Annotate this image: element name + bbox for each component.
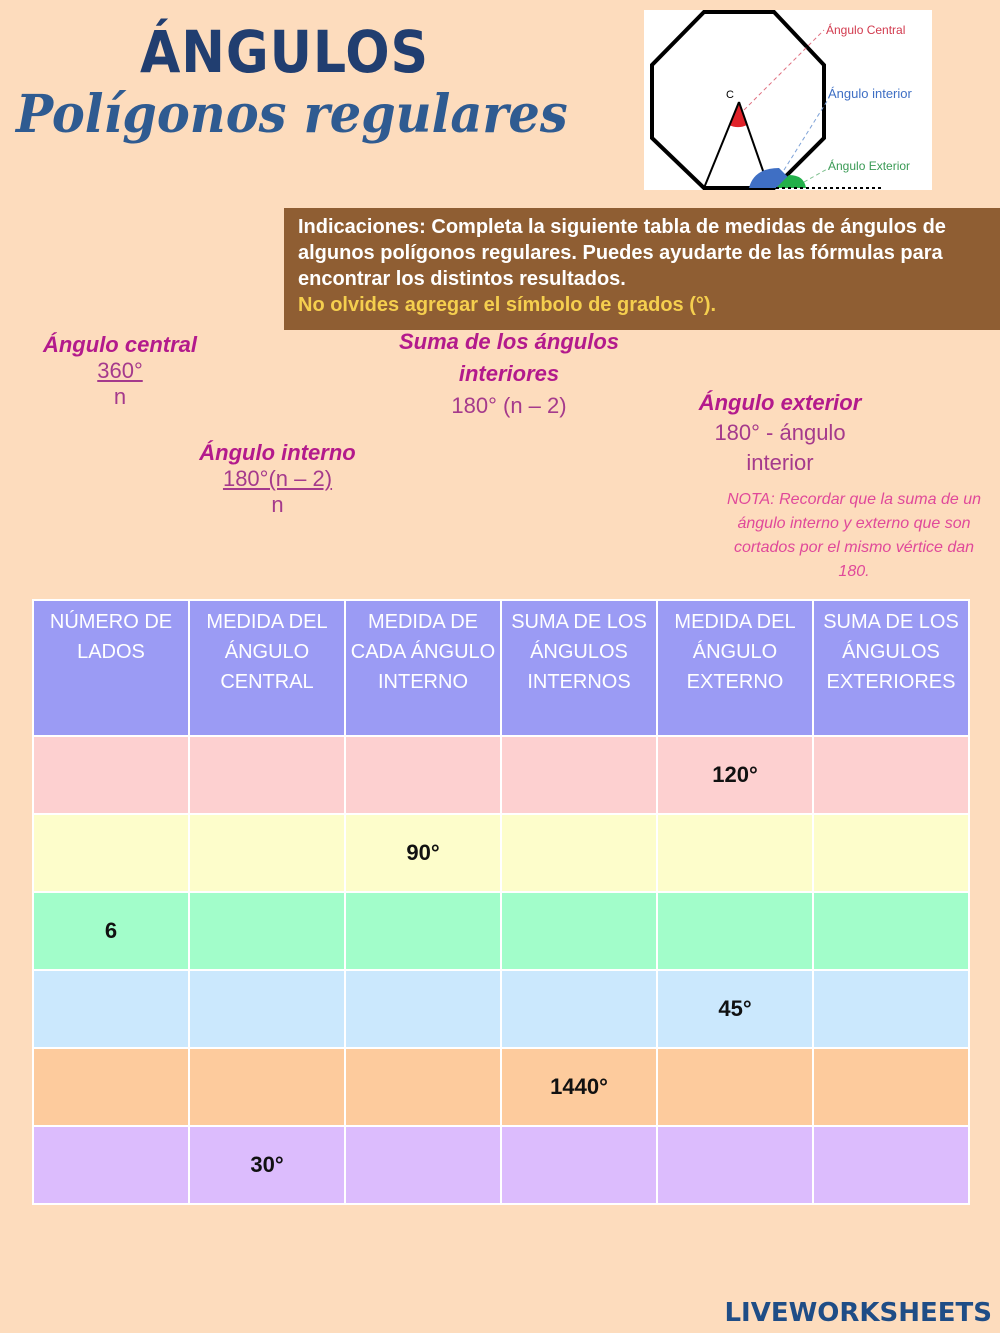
answer-input-cell[interactable]	[33, 1126, 189, 1204]
answer-input-cell[interactable]	[501, 1126, 657, 1204]
exterior-angle-label: Ángulo Exterior	[828, 159, 911, 173]
answer-input-cell[interactable]	[501, 814, 657, 892]
column-header: MEDIDA DE CADA ÁNGULO INTERNO	[345, 600, 501, 736]
formula-denominator: n	[113, 384, 127, 409]
answer-input-cell[interactable]	[657, 1048, 813, 1126]
instructions-text: Indicaciones: Completa la siguiente tabla de medidas de ángulos de algunos polígonos regulares. Puedes ayudarte de las fórmulas para encontrar los distintos resultados.	[298, 216, 946, 290]
answer-input-cell[interactable]	[813, 892, 969, 970]
answer-input-cell[interactable]	[813, 1048, 969, 1126]
answer-input-cell[interactable]	[813, 736, 969, 814]
answer-input-cell[interactable]	[33, 736, 189, 814]
answer-input-cell[interactable]	[501, 970, 657, 1048]
formula-title: Suma de los ángulos	[398, 329, 620, 354]
column-header: MEDIDA DEL ÁNGULO EXTERNO	[657, 600, 813, 736]
instructions-highlight: No olvides agregar el símbolo de grados (°).	[298, 294, 717, 316]
answer-input-cell[interactable]	[189, 1048, 345, 1126]
table-row	[33, 892, 969, 970]
formula-title: Ángulo interno	[199, 440, 356, 465]
interior-angle-label: Ángulo interior	[828, 86, 912, 101]
answer-input-cell[interactable]	[33, 814, 189, 892]
answer-input-cell[interactable]	[657, 1126, 813, 1204]
answer-input-cell[interactable]	[189, 814, 345, 892]
formula-expression: 180° (n – 2)	[451, 393, 567, 418]
answer-input-cell[interactable]	[345, 892, 501, 970]
central-angle-label: Ángulo Central	[826, 23, 906, 37]
answer-input-cell[interactable]	[189, 736, 345, 814]
formula-title: Ángulo central	[42, 332, 197, 357]
given-value-cell: 45°	[657, 970, 813, 1048]
answer-input-cell[interactable]	[501, 892, 657, 970]
table-row	[33, 736, 969, 814]
column-header: SUMA DE LOS ÁNGULOS EXTERIORES	[813, 600, 969, 736]
formula-title: Ángulo exterior	[698, 390, 862, 415]
given-value-cell: 6	[33, 892, 189, 970]
instructions-box	[284, 208, 1000, 330]
table-row	[33, 970, 969, 1048]
answer-input-cell[interactable]	[33, 970, 189, 1048]
table-row	[33, 1048, 969, 1126]
internal-angle-formula	[180, 440, 375, 518]
given-value-cell: 120°	[657, 736, 813, 814]
column-header: MEDIDA DEL ÁNGULO CENTRAL	[189, 600, 345, 736]
answer-input-cell[interactable]	[501, 736, 657, 814]
answer-input-cell[interactable]	[813, 1126, 969, 1204]
given-value-cell: 30°	[189, 1126, 345, 1204]
note-text: NOTA: Recordar que la suma de un ángulo interno y externo que son cortados por el mismo vértice dan 180.	[726, 491, 982, 580]
central-angle-formula	[30, 332, 210, 410]
answer-input-cell[interactable]	[657, 814, 813, 892]
page-subtitle: Polígonos regulares	[16, 84, 568, 145]
answer-input-cell[interactable]	[813, 970, 969, 1048]
formula-line2: interior	[746, 450, 814, 475]
answer-input-cell[interactable]	[813, 814, 969, 892]
column-header: SUMA DE LOS ÁNGULOS INTERNOS	[501, 600, 657, 736]
answer-input-cell[interactable]	[345, 736, 501, 814]
answer-input-cell[interactable]	[345, 1126, 501, 1204]
table-row	[33, 814, 969, 892]
angles-table	[32, 599, 970, 1205]
formula-denominator: n	[271, 492, 284, 517]
answer-input-cell[interactable]	[189, 892, 345, 970]
column-header: NÚMERO DE LADOS	[33, 600, 189, 736]
formula-numerator: 360°	[97, 358, 143, 383]
formula-title-2: interiores	[458, 361, 560, 386]
answer-input-cell[interactable]	[189, 970, 345, 1048]
exterior-angle-formula	[680, 388, 880, 478]
center-label: C	[726, 89, 734, 101]
formula-numerator: 180°(n – 2)	[222, 466, 333, 491]
liveworksheets-logo: LIVEWORKSHEETS	[724, 1298, 992, 1328]
answer-input-cell[interactable]	[345, 1048, 501, 1126]
answer-input-cell[interactable]	[657, 892, 813, 970]
table-row	[33, 1126, 969, 1204]
given-value-cell: 1440°	[501, 1048, 657, 1126]
answer-input-cell[interactable]	[33, 1048, 189, 1126]
octagon-diagram	[644, 10, 932, 190]
given-value-cell: 90°	[345, 814, 501, 892]
sum-interior-formula	[380, 326, 638, 422]
page-title: ÁNGULOS	[140, 18, 429, 86]
answer-input-cell[interactable]	[345, 970, 501, 1048]
formula-line1: 180° - ángulo	[714, 420, 846, 445]
